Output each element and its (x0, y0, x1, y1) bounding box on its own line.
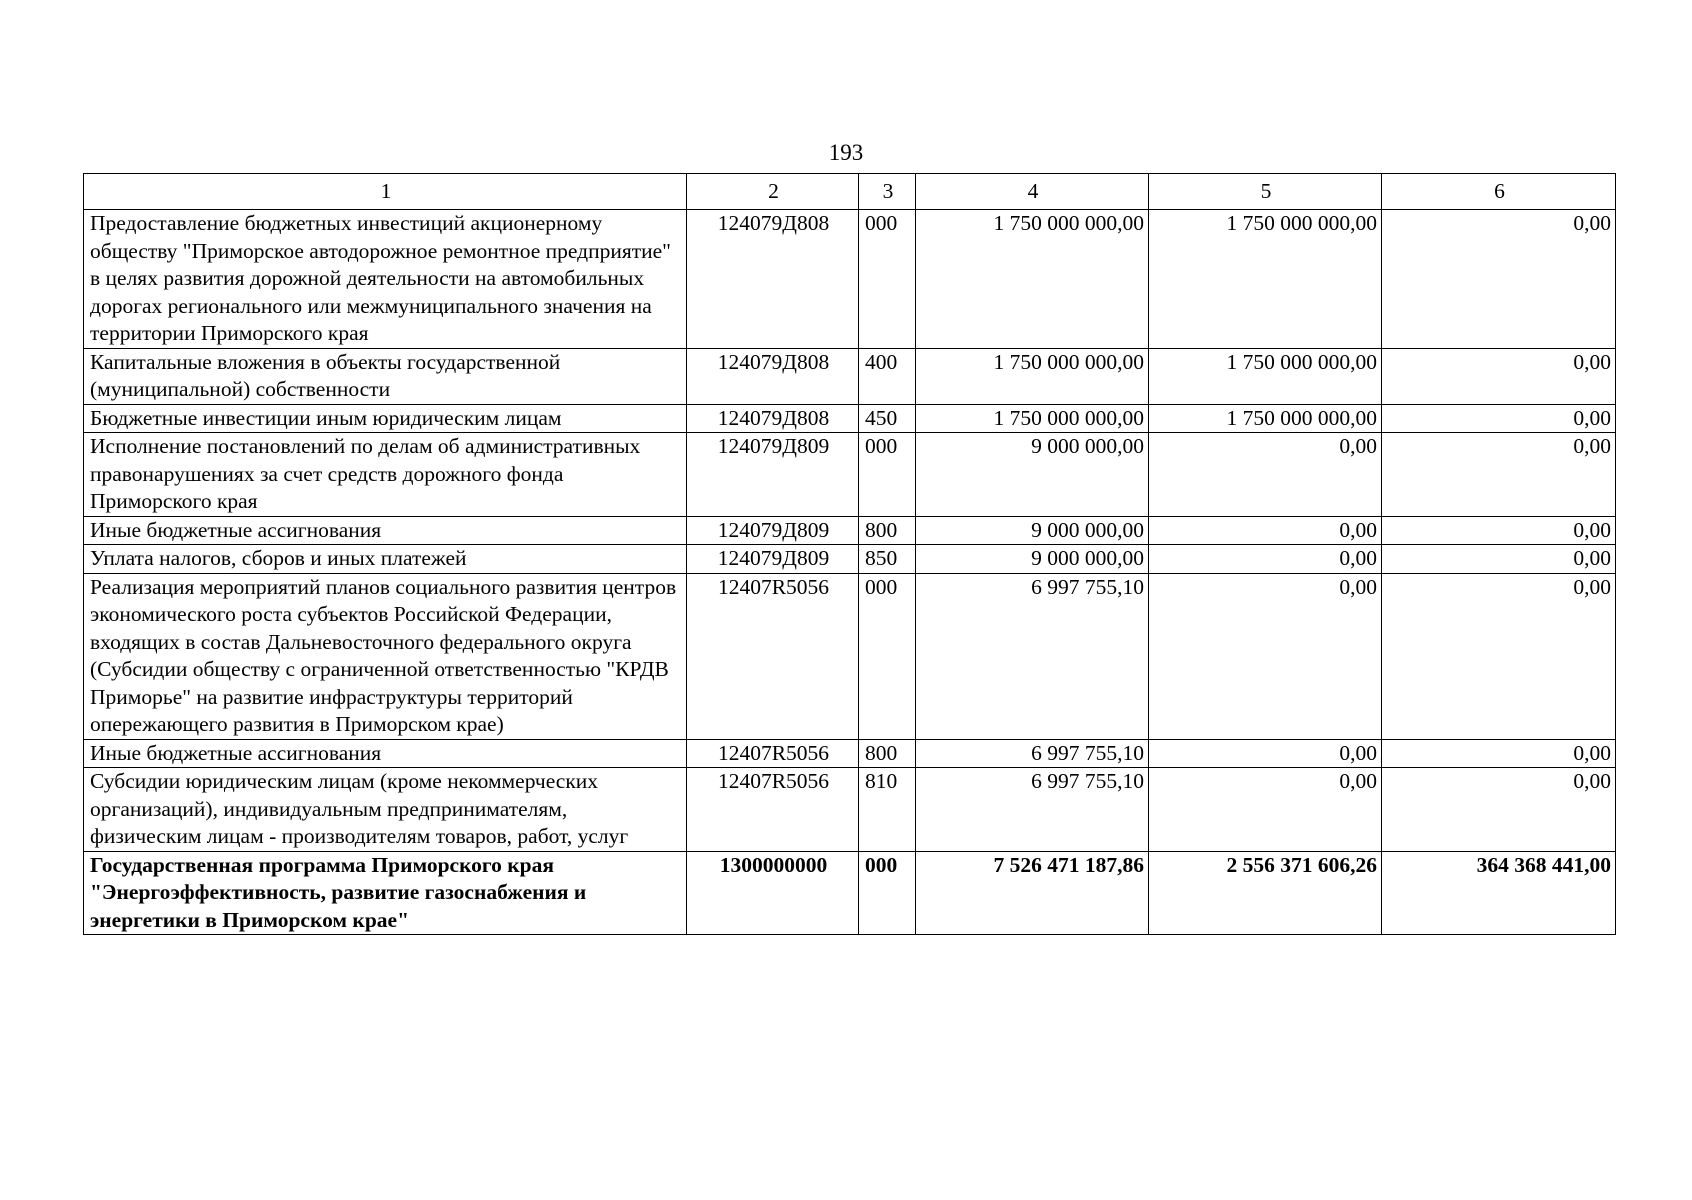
row-code: 124079Д809 (687, 545, 859, 574)
row-code: 12407R5056 (687, 739, 859, 768)
row-value-5: 0,00 (1149, 739, 1382, 768)
row-name: Капитальные вложения в объекты государственной (муниципальной) собственности (84, 348, 687, 404)
row-value-6: 364 368 441,00 (1382, 851, 1616, 935)
column-header-5: 5 (1149, 174, 1382, 210)
row-value-5: 0,00 (1149, 573, 1382, 739)
row-expense-type: 000 (859, 210, 916, 349)
row-value-6: 0,00 (1382, 545, 1616, 574)
row-value-6: 0,00 (1382, 433, 1616, 517)
row-value-4: 9 000 000,00 (916, 545, 1149, 574)
row-name: Субсидии юридическим лицам (кроме некоммерческих организаций), индивидуальным предпринимателям, физическим лицам - производителям товаров, работ, услуг (84, 768, 687, 852)
table-row (84, 404, 1616, 433)
table-row (84, 348, 1616, 404)
row-value-5: 1 750 000 000,00 (1149, 210, 1382, 349)
table-row (84, 433, 1616, 517)
row-expense-type: 800 (859, 516, 916, 545)
row-value-4: 6 997 755,10 (916, 768, 1149, 852)
row-expense-type: 810 (859, 768, 916, 852)
row-code: 12407R5056 (687, 768, 859, 852)
column-header-1: 1 (84, 174, 687, 210)
row-value-5: 0,00 (1149, 545, 1382, 574)
table-row-program-total (84, 851, 1616, 935)
row-value-5: 1 750 000 000,00 (1149, 404, 1382, 433)
row-code: 124079Д809 (687, 516, 859, 545)
row-expense-type: 400 (859, 348, 916, 404)
row-value-4: 9 000 000,00 (916, 433, 1149, 517)
row-value-5: 0,00 (1149, 433, 1382, 517)
row-code: 124079Д808 (687, 210, 859, 349)
row-expense-type: 000 (859, 851, 916, 935)
table-row (84, 545, 1616, 574)
row-value-4: 1 750 000 000,00 (916, 404, 1149, 433)
row-value-6: 0,00 (1382, 404, 1616, 433)
column-header-6: 6 (1382, 174, 1616, 210)
row-code: 12407R5056 (687, 573, 859, 739)
row-value-5: 0,00 (1149, 516, 1382, 545)
row-expense-type: 000 (859, 573, 916, 739)
row-value-4: 6 997 755,10 (916, 739, 1149, 768)
row-value-4: 1 750 000 000,00 (916, 348, 1149, 404)
row-value-5: 0,00 (1149, 768, 1382, 852)
row-value-6: 0,00 (1382, 768, 1616, 852)
table-header-row (84, 174, 1616, 210)
row-value-4: 9 000 000,00 (916, 516, 1149, 545)
row-value-4: 6 997 755,10 (916, 573, 1149, 739)
table-row (84, 768, 1616, 852)
row-code: 1300000000 (687, 851, 859, 935)
column-header-4: 4 (916, 174, 1149, 210)
row-expense-type: 850 (859, 545, 916, 574)
column-header-3: 3 (859, 174, 916, 210)
row-value-5: 1 750 000 000,00 (1149, 348, 1382, 404)
row-name: Иные бюджетные ассигнования (84, 739, 687, 768)
page-number: 193 (828, 140, 864, 165)
row-code: 124079Д809 (687, 433, 859, 517)
row-name: Государственная программа Приморского края "Энергоэффективность, развитие газоснабжения и энергетики в Приморском крае" (84, 851, 687, 935)
row-name: Предоставление бюджетных инвестиций акционерному обществу "Приморское автодорожное ремонтное предприятие" в целях развития дорожной деятельности на автомобильных дорогах регионального или межмуниципального значения на территории Приморского края (84, 210, 687, 349)
table-row (84, 210, 1616, 349)
row-expense-type: 800 (859, 739, 916, 768)
column-header-2: 2 (687, 174, 859, 210)
row-code: 124079Д808 (687, 404, 859, 433)
row-value-4: 1 750 000 000,00 (916, 210, 1149, 349)
row-expense-type: 450 (859, 404, 916, 433)
row-value-6: 0,00 (1382, 573, 1616, 739)
budget-table (83, 173, 1616, 935)
row-value-6: 0,00 (1382, 210, 1616, 349)
row-name: Реализация мероприятий планов социального развития центров экономического роста субъектов Российской Федерации, входящих в состав Дальневосточного федерального округа (Субсидии обществу с ограниченной ответственностью "КРДВ Приморье" на развитие инфраструктуры территорий опережающего развития в Приморском крае) (84, 573, 687, 739)
table-row (84, 516, 1616, 545)
row-value-4: 7 526 471 187,86 (916, 851, 1149, 935)
row-value-6: 0,00 (1382, 516, 1616, 545)
row-value-6: 0,00 (1382, 739, 1616, 768)
table-row (84, 573, 1616, 739)
row-value-5: 2 556 371 606,26 (1149, 851, 1382, 935)
row-code: 124079Д808 (687, 348, 859, 404)
row-name: Иные бюджетные ассигнования (84, 516, 687, 545)
row-value-6: 0,00 (1382, 348, 1616, 404)
row-expense-type: 000 (859, 433, 916, 517)
row-name: Исполнение постановлений по делам об административных правонарушениях за счет средств дорожного фонда Приморского края (84, 433, 687, 517)
row-name: Уплата налогов, сборов и иных платежей (84, 545, 687, 574)
table-row (84, 739, 1616, 768)
row-name: Бюджетные инвестиции иным юридическим лицам (84, 404, 687, 433)
